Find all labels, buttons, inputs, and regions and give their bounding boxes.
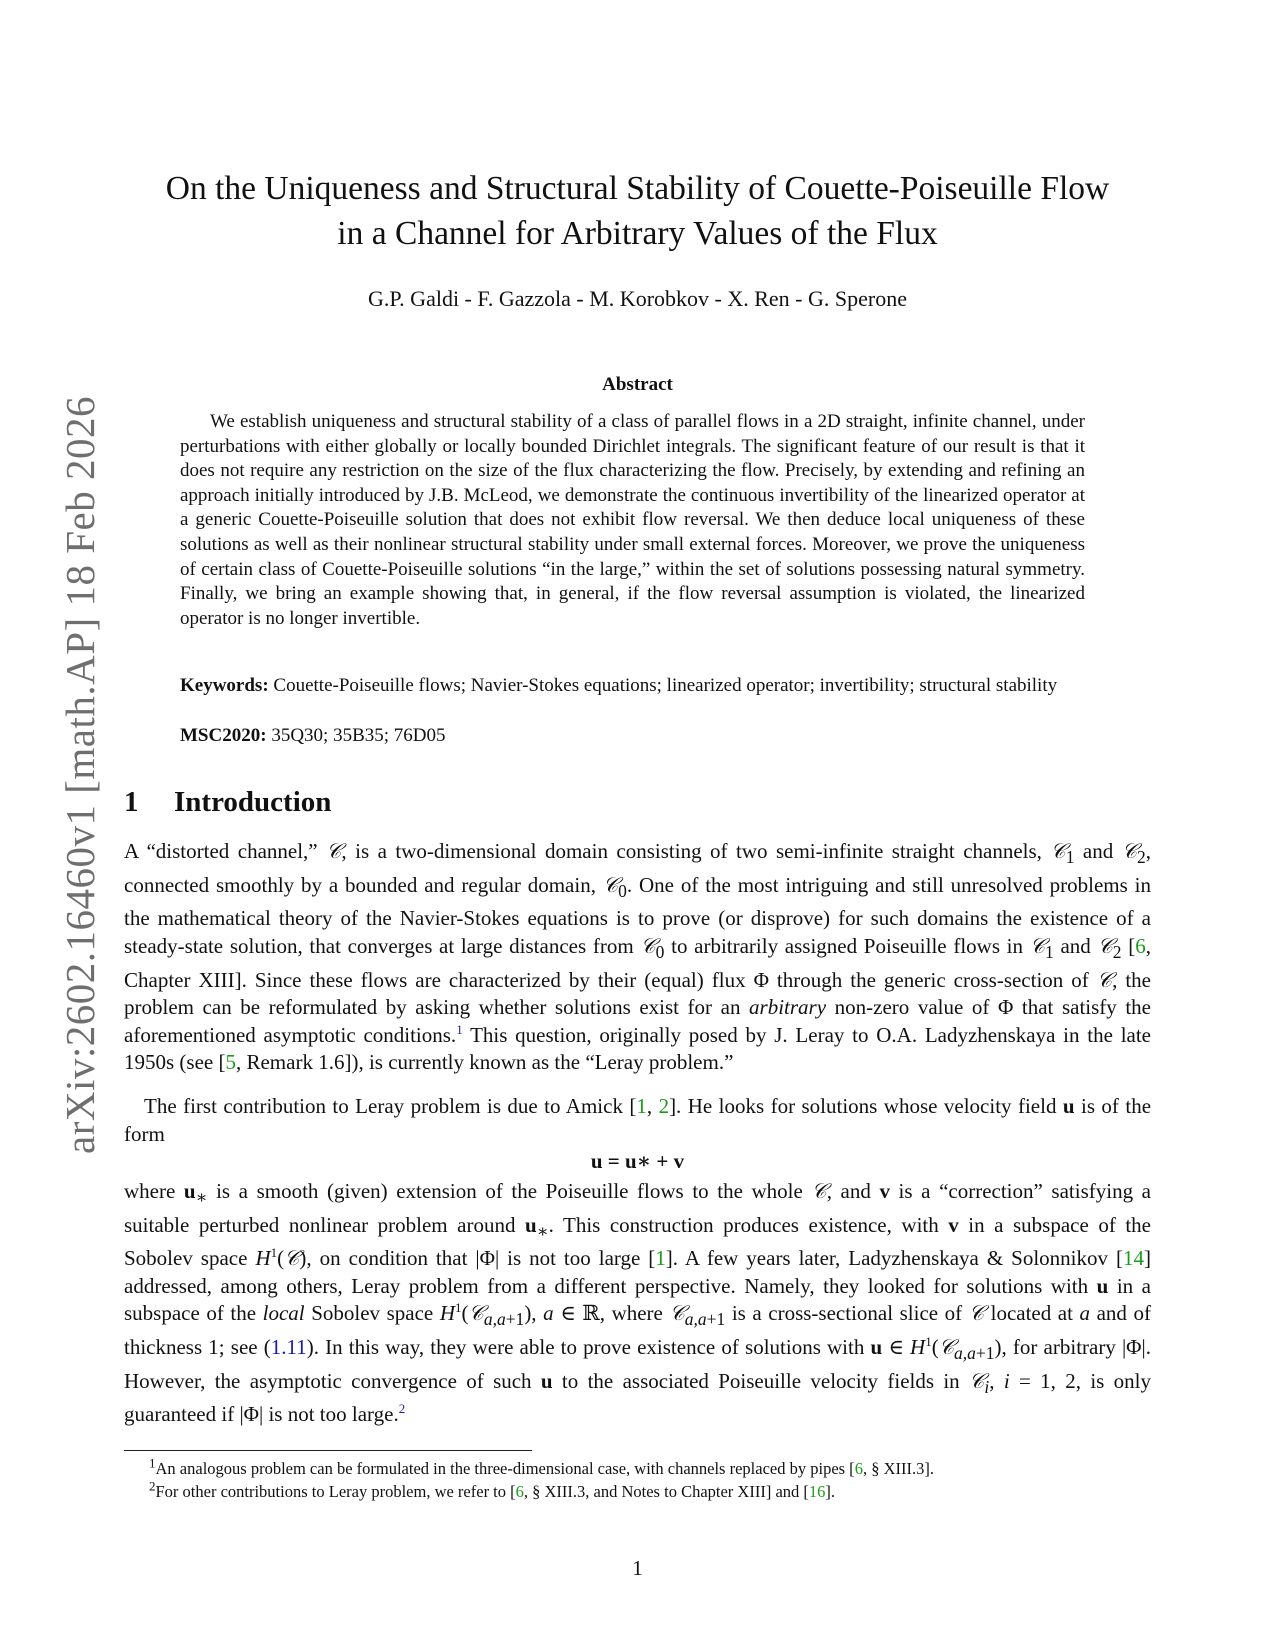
footnote-text: An analogous problem can be formulated in the three-dimensional case, with channels replaced by pipes [: [155, 1459, 855, 1478]
citation-link[interactable]: 6: [854, 1459, 863, 1478]
footnote-text: For other contributions to Leray problem, we refer to [: [155, 1482, 516, 1501]
citation-link[interactable]: 5: [225, 1050, 236, 1075]
msc-text: 35Q30; 35B35; 76D05: [271, 725, 446, 746]
keywords-text: Couette-Poiseuille flows; Navier-Stokes equations; linearized operator; invertibility; structural stability: [273, 675, 1058, 696]
footnote-marker[interactable]: 2: [398, 1401, 406, 1417]
arxiv-identifier-sidebar: arXiv:2602.16460v1 [math.AP] 18 Feb 2026: [57, 396, 103, 1154]
keywords: [180, 674, 1085, 699]
intro-paragraph-1: A “distorted channel,” 𝒞, is a two-dimensional domain consisting of two semi-infinite straight channels, 𝒞$_1$ and 𝒞$_2$, connected smoothly by a bounded and regular domain, 𝒞$_0$. One of the most intriguing and still unresolved problems in the mathematical theory of the Navier-Stokes equations is to prove (or disprove) for such domains the existence of a steady-state solution, that converges at large distances from 𝒞$_0$ to arbitrarily assigned Poiseuille flows in 𝒞$_1$ and 𝒞$_2$ [6, Chapter XIII]. Since these flows are characterized by their (equal) flux Φ through the generic cross-section of 𝒞, the problem can be reformulated by asking whether solutions exist for an arbitrary non-zero value of Φ that satisfy the aforementioned asymptotic conditions.$^1$ This question, originally posed by J. Leray to O.A. Ladyzhenskaya in the late 1950s (see [5, Remark 1.6]), is currently known as the “Leray problem.”: [124, 839, 1152, 1075]
abstract-text: We establish uniqueness and structural stability of a class of parallel flows in a 2D straight, infinite channel, under perturbations with either globally or locally bounded Dirichlet integrals. The significant feature of our result is that it does not require any restriction on the size of the flux characterizing the flow. Precisely, by extending and refining an approach initially introduced by J.B. McLeod, we demonstrate the continuous invertibility of the linearized operator at a generic Couette-Poiseuille solution that does not exhibit flow reversal. We then deduce local uniqueness of these solutions as well as their nonlinear structural stability under small external forces. Moreover, we prove the uniqueness of certain class of Couette-Poiseuille solutions “in the large,” within the set of solutions possessing natural symmetry. Finally, we bring an example showing that, in general, if the flow reversal assumption is violated, the linearized operator is no longer invertible.: [180, 411, 1085, 629]
footnote-text: ].: [825, 1482, 836, 1501]
paper-title: [120, 166, 1155, 256]
title-line-2: in a Channel for Arbitrary Values of the Flux: [337, 215, 938, 252]
msc-label: MSC2020:: [180, 725, 267, 746]
citation-link[interactable]: 14: [1123, 1246, 1144, 1271]
footnote-number: 2: [149, 1478, 156, 1494]
section-heading: [124, 786, 331, 819]
footnote-divider: [124, 1450, 532, 1451]
intro-paragraph-2: The first contribution to Leray problem is due to Amick [1, 2]. He looks for solutions whose velocity field u is of the form: [124, 1094, 1152, 1146]
footnote-text: , § XIII.3, and Notes to Chapter XIII] and [: [523, 1482, 809, 1501]
keywords-label: Keywords:: [180, 675, 269, 696]
section-number: 1: [124, 786, 139, 818]
author-list: G.P. Galdi - F. Gazzola - M. Korobkov - X. Ren - G. Sperone: [368, 286, 907, 311]
citation-link[interactable]: 6: [515, 1482, 524, 1501]
citation-link[interactable]: 16: [808, 1482, 826, 1501]
footnote-marker[interactable]: 1: [456, 1021, 463, 1037]
citation-link[interactable]: 2: [658, 1094, 670, 1118]
footnote-number: 1: [149, 1455, 156, 1471]
footnote-text: , § XIII.3].: [862, 1459, 934, 1478]
msc-classification: [180, 724, 1085, 749]
section-title: Introduction: [174, 786, 332, 818]
page-number: 1: [632, 1556, 643, 1580]
intro-paragraph-3: where $u_∗$ is a smooth (given) extension of the Poiseuille flows to the whole 𝒞, and v is a “correction” satisfying a suitable perturbed nonlinear problem around $u_∗$. This construction produces existence, with v in a subspace of the Sobolev space $H^1(𝒞)$, on condition that |Φ| is not too large [1]. A few years later, Ladyzhenskaya & Solonnikov [14] addressed, among others, Leray problem from a different perspective. Namely, they looked for solutions with u in a subspace of the local Sobolev space $H^1(𝒞_{a,a+1})$, a ∈ ℝ, where 𝒞$_{a,a+1}$ is a cross-sectional slice of 𝒞 located at a and of thickness 1; see (1.11). In this way, they were able to prove existence of solutions with u ∈ $H^1(𝒞_{a,a+1})$, for arbitrary |Φ|. However, the asymptotic convergence of such u to the associated Poiseuille velocity fields in 𝒞$_i$, i = 1, 2, is only guaranteed if |Φ| is not too large.$^2$: [124, 1179, 1152, 1427]
citation-link[interactable]: 1: [636, 1094, 647, 1118]
citation-link[interactable]: 6: [1135, 933, 1146, 958]
footnote-2: [124, 1478, 1164, 1502]
footnote-1: [124, 1455, 1164, 1479]
citation-link[interactable]: 1: [655, 1246, 666, 1271]
abstract-heading: Abstract: [602, 374, 673, 395]
title-line-1: On the Uniqueness and Structural Stability of Couette-Poiseuille Flow: [165, 170, 1110, 207]
display-equation: u = u∗ + v: [590, 1149, 685, 1173]
equation-link[interactable]: 1.11: [270, 1335, 307, 1360]
